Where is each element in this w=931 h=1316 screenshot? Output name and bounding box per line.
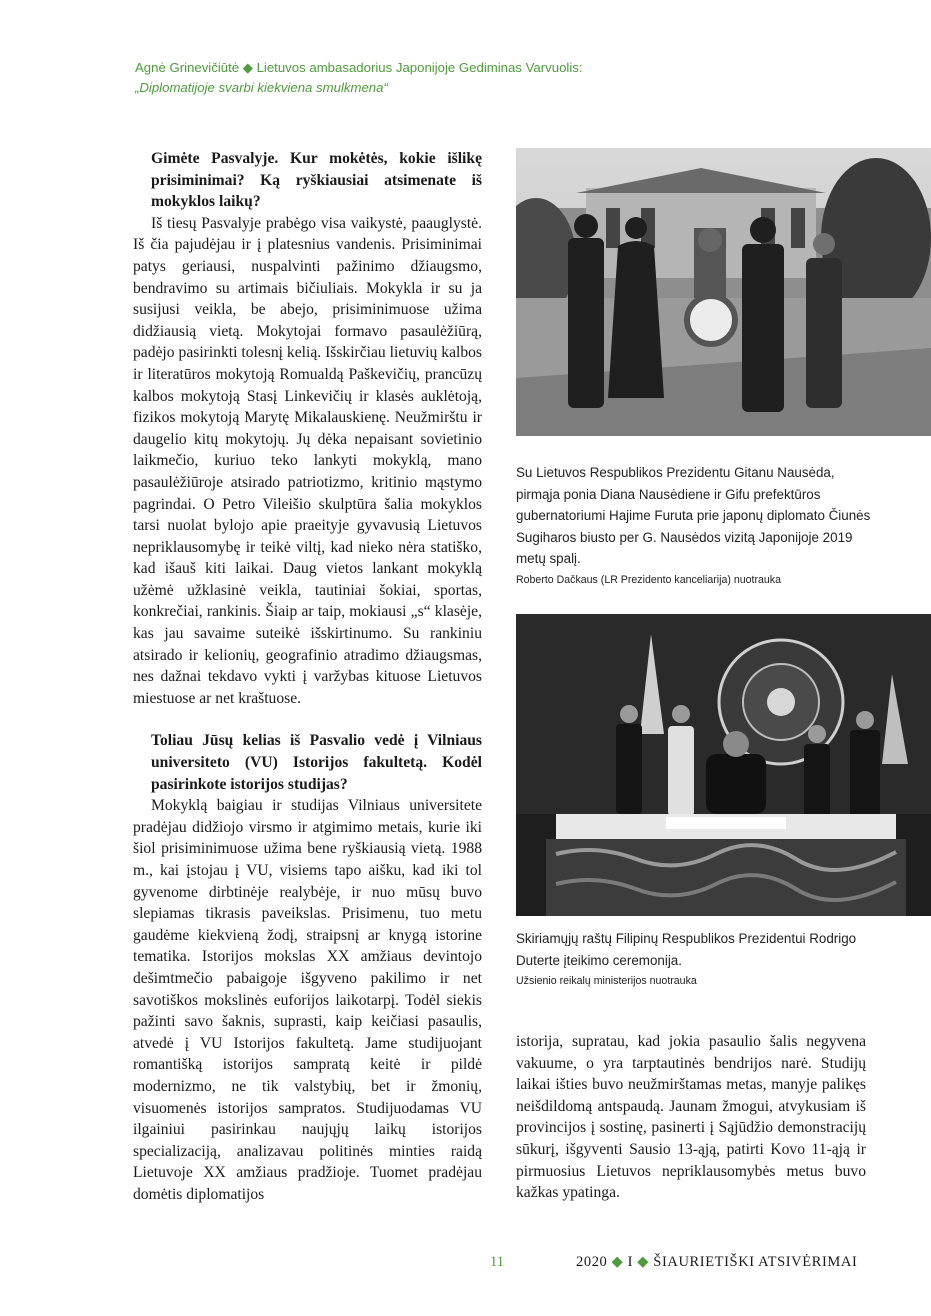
photo2-caption: Skiriamųjų raštų Filipinų Respublikos Prezidentui Rodrigo Duterte įteikimo ceremonija.	[516, 931, 857, 968]
journal-footer	[576, 1254, 857, 1271]
running-header	[135, 58, 835, 98]
question-1: Gimėte Pasvalyje. Kur mokėtės, kokie išlikę prisiminimai? Ką ryškiausiai atsimenate iš mokyklos laikų?	[151, 150, 482, 211]
footer-bullet: ◆	[611, 1254, 628, 1270]
header-subtitle: „Diplomatijoje svarbi kiekviena smulkmena“	[135, 80, 388, 95]
footer-issue: I	[627, 1254, 634, 1270]
footer-bullet: ◆	[637, 1254, 654, 1270]
question-2: Toliau Jūsų kelias iš Pasvalio vedė į Vilniaus universiteto (VU) Istorijos fakultetą. Kodėl pasirinkote istorijos studijas?	[151, 732, 482, 793]
photo1-credit: Roberto Dačkaus (LR Prezidento kanceliarija) nuotrauka	[516, 573, 781, 586]
page-number: 11	[490, 1254, 504, 1270]
article-column-left	[133, 148, 482, 1206]
photo2-caption-block	[516, 928, 876, 991]
footer-year: 2020	[576, 1254, 608, 1270]
answer-2-continued: istorija, supratau, kad jokia pasaulio šalis negyvena vakuume, o yra tarptautinės bendrijos narė. Studijų laikai išties buvo neužmirštamas metas, manyje palikęs neišdildomą antspaudą. Jaunam žmogui, atvykusiam iš provincijos į sostinę, pasinerti į Sąjūdžio demonstracijų sūkurį, išgyventi Sausio 13-ąją, patirti Kovo 11-ąją ir pirmuosius Lietuvos nepriklausomybės metus buvo kažkas ypatinga.	[516, 1033, 866, 1202]
photo-credentials-ceremony	[516, 614, 931, 916]
answer-1: Iš tiesų Pasvalyje prabėgo visa vaikystė, paauglystė. Iš čia pajudėjau ir į platesnius vandenis. Prisiminimai patys geriausi, nuspalvinti pažinimo džiaugsmo, bendravimo su artimais bičiuliais. Mokykla ir su ja susijusi veikla, be abejo, prisiminimuose užima didžiausią vietą. Mokytojai formavo pasaulėžiūrą, padėjo pasirinkti tolesnį kelią. Išskirčiau lietuvių kalbos ir literatūros mokytoją Romualdą Paškevičių, prancūzų kalbos mokytoją Stasį Linkevičių ir klasės auklėtoją, fizikos mokytoją Marytę Mikalauskienę. Neužmirštu ir daugelio kitų mokytojų. Jų dėka nepaisant sovietinio laikmečio, kuriuo teko lankyti mokyklą, mano pasaulėžiūroje atsirado patriotizmo, kritinio mąstymo pagrindai. O Petro Vileišio skulptūra šalia mokyklos tarsi nuolat bylojo apie praeityje gyvavusią Lietuvos nepriklausomybę ir teikė viltį, kad nieko nėra statiško, kad išauš kiti laikai. Daug vietos lankant mokyklą užėmė užklasinė veikla, tautiniai šokiai, sportas, konkrečiai, rankinis. Šiaip ar taip, mokiausi „s“ klasėje, kas jau savaime suteikė išskirtinumo. Su rankiniu atsirado ir kelionių, geografinio atradimo džiaugsmas, nes dažnai tekdavo vykti į varžybas kituose Lietuvos miestuose ar net kraštuose.	[133, 214, 482, 707]
bullet-separator: ◆	[242, 60, 257, 75]
photo1-caption-block	[516, 462, 876, 590]
header-title: Lietuvos ambasadorius Japonijoje Gediminas Varvuolis:	[256, 60, 583, 75]
header-author: Agnė Grinevičiūtė	[135, 60, 240, 75]
article-column-right	[516, 1031, 866, 1204]
answer-2: Mokyklą baigiau ir studijas Vilniaus universitete pradėjau didžiojo virsmo ir atgimimo metais, kurie iki šiol prisiminimuose užima bene ryškiausią vietą. 1988 m., kai įstojau į VU, visiems tapo aišku, kad iki tol gyvenome dirbtinėje realybėje, ir nuo mūsų buvo slepiamas tikrasis paveikslas. Prisimenu, tuo metu gaudėme kiekvieną žodį, straipsnį ar knygą istorine tematika. Istorijos mokslas XX amžiaus devintojo dešimtmečio pabaigoje išgyveno pakilimo ir net savotiškos mokslinės euforijos laikotarpį. Todėl siekis pažinti savo šaknis, suprasti, kaip keičiasi pasaulis, atvedė į VU Istorijos fakultetą. Jame studijuojant romantišką istorijos sampratą keitė ir pildė modernizmo, ne tik valstybių, bet ir žmonių, visuomenės istorijos sampratos. Studijuodamas VU ilgainiui pasirinkau naujųjų laikų istorijos specializaciją, analizavau politinės minties raidą Lietuvoje XX amžiaus pradžioje. Tuomet pradėjau domėtis diplomatijos	[133, 797, 482, 1203]
photo-sugihara-memorial	[516, 148, 931, 436]
footer-journal-name: ŠIAURIETIŠKI ATSIVĖRIMAI	[653, 1254, 858, 1270]
photo2-credit: Užsienio reikalų ministerijos nuotrauka	[516, 975, 697, 987]
photo1-caption: Su Lietuvos Respublikos Prezidentu Gitanu Nausėda, pirmąja ponia Diana Nausėdiene ir Gifu prefektūros gubernatoriumi Hajime Furuta prie japonų diplomato Čiunės Sugiharos biusto per G. Nausėdos vizitą Japonijoje 2019 metų spalį.	[516, 465, 871, 566]
